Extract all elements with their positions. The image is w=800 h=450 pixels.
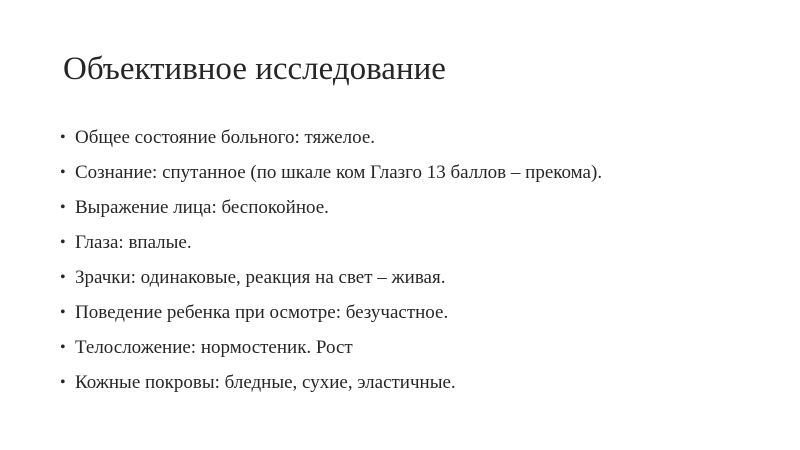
bullet-dot-icon: • [60, 234, 66, 251]
bullet-dot-icon: • [60, 164, 66, 181]
slide-title: Объективное исследование [63, 51, 446, 87]
bullet-dot-icon: • [60, 339, 66, 356]
bullet-item [60, 155, 602, 190]
bullet-dot-icon: • [60, 374, 66, 391]
bullet-text: Зрачки: одинаковые, реакция на свет – живая. [75, 267, 446, 288]
bullet-item [60, 295, 602, 330]
bullet-text: Глаза: впалые. [75, 232, 192, 253]
bullet-dot-icon: • [60, 304, 66, 321]
bullet-text: Поведение ребенка при осмотре: безучастное. [75, 302, 449, 323]
bullet-item [60, 120, 602, 155]
bullet-item [60, 260, 602, 295]
bullet-item [60, 190, 602, 225]
bullet-dot-icon: • [60, 129, 66, 146]
bullet-text: Телосложение: нормостеник. Рост [75, 337, 353, 358]
bullet-text: Выражение лица: беспокойное. [75, 197, 329, 218]
bullet-item [60, 330, 602, 365]
bullet-text: Общее состояние больного: тяжелое. [75, 127, 376, 148]
bullet-text: Кожные покровы: бледные, сухие, эластичные. [75, 372, 456, 393]
bullet-item [60, 225, 602, 260]
bullet-item [60, 365, 602, 400]
bullet-dot-icon: • [60, 269, 66, 286]
bullet-dot-icon: • [60, 199, 66, 216]
bullet-text: Сознание: спутанное (по шкале ком Глазго 13 баллов – прекома). [75, 162, 603, 183]
bullet-list [60, 120, 602, 400]
